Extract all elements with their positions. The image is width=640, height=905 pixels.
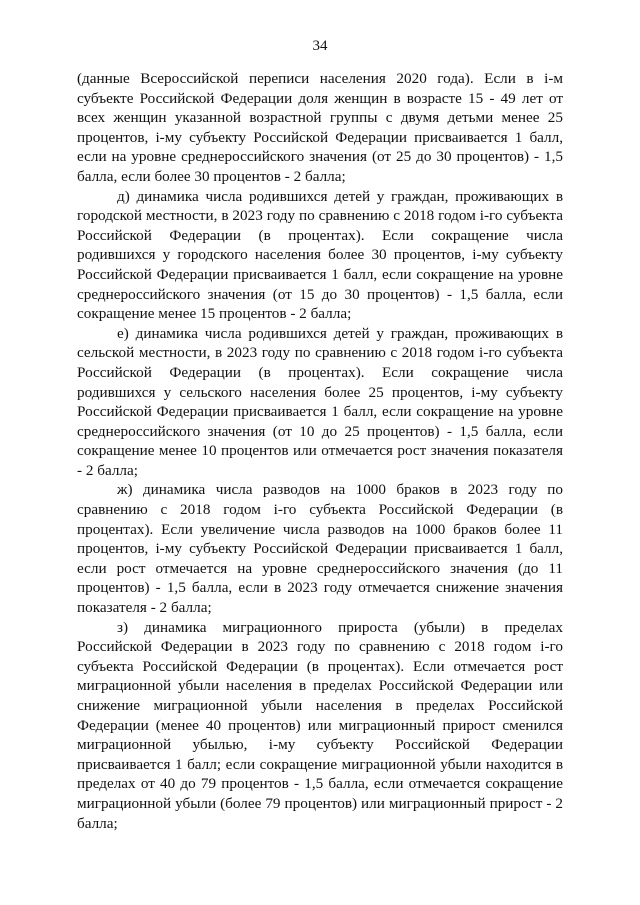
document-body	[77, 69, 563, 833]
paragraph-item-d: д) динамика числа родившихся детей у граждан, проживающих в городской местности, в 2023 году по сравнению с 2018 годом i-го субъекта Российской Федерации (в процентах). Если сокращение числа родившихся у городского населения более 30 процентов, i-му субъекту Российской Федерации присваивается 1 балл, если сокращение на уровне среднероссийского значения (от 15 до 30 процентов) - 1,5 балла, если сокращение менее 15 процентов - 2 балла;	[77, 187, 563, 323]
paragraph-item-z: з) динамика миграционного прироста (убыли) в пределах Российской Федерации в 2023 году по сравнению с 2018 годом i-го субъекта Российской Федерации (в процентах). Если отмечается рост миграционной убыли населения в пределах Российской Федерации или снижение миграционной убыли населения в пределах Российской Федерации (менее 40 процентов) или миграционный прирост сменился миграционной убылью, i-му субъекту Российской Федерации присваивается 1 балл; если сокращение миграционной убыли находится в пределах от 40 до 79 процентов - 1,5 балла, если отмечается сокращение миграционной убыли (более 79 процентов) или миграционный прирост - 2 балла;	[77, 618, 563, 832]
paragraph-item-zh: ж) динамика числа разводов на 1000 браков в 2023 году по сравнению с 2018 годом i-го субъекта Российской Федерации (в процентах). Если увеличение числа разводов на 1000 браков более 11 процентов, i-му субъекту Российской Федерации присваивается 1 балл, если рост отмечается на уровне среднероссийского значения (до 11 процентов) - 1,5 балла, если в 2023 году отмечается снижение значения показателя - 2 балла;	[77, 481, 563, 617]
paragraph-continuation: (данные Всероссийской переписи населения 2020 года). Если в i-м субъекте Российской Федерации доля женщин в возрасте 15 - 49 лет от всех женщин указанной возрастной группы с двумя детьми менее 25 процентов, i-му субъекту Российской Федерации присваивается 1 балл, если на уровне среднероссийского значения (от 25 до 30 процентов) - 1,5 балла, если более 30 процентов - 2 балла;	[77, 70, 563, 185]
paragraph-item-e: е) динамика числа родившихся детей у граждан, проживающих в сельской местности, в 2023 году по сравнению с 2018 годом i-го субъекта Российской Федерации (в процентах). Если сокращение числа родившихся у сельского населения более 25 процентов, i-му субъекту Российской Федерации присваивается 1 балл, если сокращение на уровне среднероссийского значения (от 10 до 25 процентов) - 1,5 балла, если сокращение менее 10 процентов или отмечается рост значения показателя - 2 балла;	[77, 324, 563, 479]
page-number: 34	[312, 38, 328, 54]
